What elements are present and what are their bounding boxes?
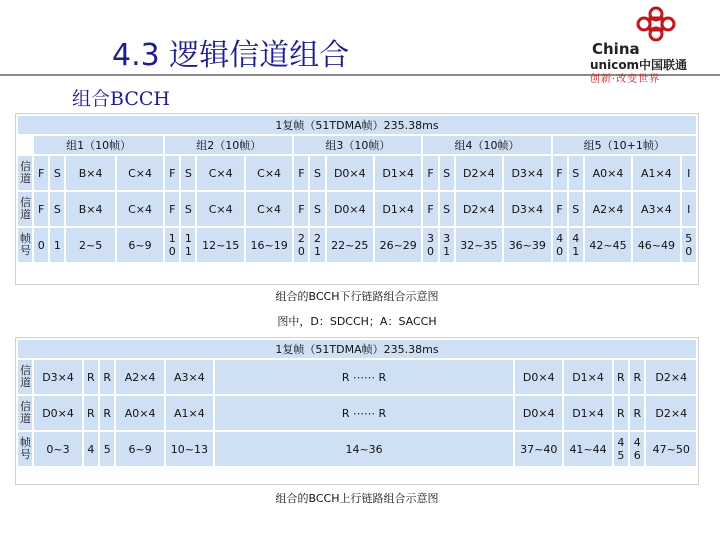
cell: S [310, 156, 324, 190]
cell: R [84, 396, 98, 430]
downlink-group-3: 组3（10帧） [294, 136, 421, 154]
frame-cell: 1 1 [181, 228, 195, 262]
cell: F [423, 192, 437, 226]
cell: S [50, 192, 64, 226]
frame-cell: 6~9 [117, 228, 163, 262]
frame-cell: 2 0 [294, 228, 308, 262]
frame-cell: 3 0 [423, 228, 437, 262]
cell: R ⋯⋯ R [215, 360, 513, 394]
cell: C×4 [117, 192, 163, 226]
frame-cell: 1 0 [165, 228, 179, 262]
cell: D1×4 [375, 156, 421, 190]
frame-cell: 10~13 [166, 432, 213, 466]
cell: S [181, 156, 195, 190]
cell: C×4 [197, 192, 243, 226]
cell: F [294, 156, 308, 190]
cell: S [50, 156, 64, 190]
uplink-diagram [16, 338, 698, 484]
row-label: 帧号 [18, 432, 32, 466]
cell: C×4 [197, 156, 243, 190]
cell: D0×4 [515, 360, 562, 394]
cell: C×4 [246, 192, 292, 226]
downlink-group-4: 组4（10帧） [423, 136, 550, 154]
cell: C×4 [246, 156, 292, 190]
page-subtitle: 组合BCCH [72, 88, 170, 110]
cell: F [34, 156, 48, 190]
cell: F [165, 156, 179, 190]
frame-cell: 2~5 [66, 228, 114, 262]
cell: F [553, 192, 567, 226]
downlink-frame-row [18, 228, 696, 262]
cell: D0×4 [327, 156, 373, 190]
cell: I [682, 192, 696, 226]
cell: F [294, 192, 308, 226]
uplink-channel-row-2 [18, 396, 696, 430]
uplink-caption: 组合的BCCH上行链路组合示意图 [275, 492, 439, 505]
downlink-group-1: 组1（10帧） [34, 136, 163, 154]
row-label: 信道 [18, 192, 32, 226]
row-label: 信道 [18, 156, 32, 190]
cell: F [165, 192, 179, 226]
frame-cell: 12~15 [197, 228, 243, 262]
frame-cell: 5 0 [682, 228, 696, 262]
cell: A1×4 [633, 156, 679, 190]
frame-cell: 3 1 [440, 228, 454, 262]
cell: R [100, 396, 114, 430]
downlink-multiframe-header: 1复帧（51TDMA帧）235.38ms [18, 116, 696, 134]
frame-cell: 42~45 [585, 228, 631, 262]
cell: R [630, 396, 644, 430]
cell: I [682, 156, 696, 190]
cell: A2×4 [585, 192, 631, 226]
cell: S [569, 192, 583, 226]
frame-cell: 4 1 [569, 228, 583, 262]
cell: D3×4 [504, 156, 550, 190]
frame-cell: 22~25 [327, 228, 373, 262]
cell: D3×4 [34, 360, 81, 394]
uplink-frame-row [18, 432, 696, 466]
page-title: 4.3 逻辑信道组合 [112, 38, 350, 73]
cell: S [440, 192, 454, 226]
cell: S [181, 192, 195, 226]
cell: R ⋯⋯ R [215, 396, 513, 430]
cell: R [614, 360, 628, 394]
downlink-caption: 组合的BCCH下行链路组合示意图 [275, 290, 439, 303]
cell: R [84, 360, 98, 394]
cell: D2×4 [646, 396, 696, 430]
frame-cell: 36~39 [504, 228, 550, 262]
cell: S [569, 156, 583, 190]
frame-cell: 4 5 [614, 432, 628, 466]
cell: A0×4 [585, 156, 631, 190]
downlink-legend: 图中，D：SDCCH；A：SACCH [277, 315, 437, 328]
frame-cell: 4 0 [553, 228, 567, 262]
frame-cell: 6~9 [116, 432, 163, 466]
cell: D3×4 [504, 192, 550, 226]
logo-text-unicom: unicom中国联通 [590, 58, 688, 72]
logo-text-china: China [592, 40, 640, 58]
cell: C×4 [117, 156, 163, 190]
frame-cell: 32~35 [456, 228, 502, 262]
cell: D1×4 [564, 396, 611, 430]
downlink-group-2: 组2（10帧） [165, 136, 292, 154]
cell: D0×4 [327, 192, 373, 226]
downlink-group-spacer [18, 136, 32, 154]
unicom-knot-icon [590, 4, 714, 44]
frame-cell: 14~36 [215, 432, 513, 466]
row-label: 信道 [18, 396, 32, 430]
cell: D0×4 [515, 396, 562, 430]
frame-cell: 41~44 [564, 432, 611, 466]
cell: F [553, 156, 567, 190]
row-label: 帧号 [18, 228, 32, 262]
cell: A0×4 [116, 396, 163, 430]
downlink-group-5: 组5（10+1帧） [553, 136, 696, 154]
cell: A2×4 [116, 360, 163, 394]
cell: D1×4 [375, 192, 421, 226]
frame-cell: 5 [100, 432, 114, 466]
cell: R [100, 360, 114, 394]
cell: B×4 [66, 156, 114, 190]
cell: S [310, 192, 324, 226]
cell: A3×4 [166, 360, 213, 394]
downlink-channel-row-2 [18, 192, 696, 226]
frame-cell: 37~40 [515, 432, 562, 466]
cell: R [630, 360, 644, 394]
cell: D0×4 [34, 396, 81, 430]
cell: D2×4 [456, 156, 502, 190]
cell: F [423, 156, 437, 190]
frame-cell: 4 6 [630, 432, 644, 466]
cell: S [440, 156, 454, 190]
downlink-diagram [16, 114, 698, 284]
frame-cell: 47~50 [646, 432, 696, 466]
uplink-multiframe-header: 1复帧（51TDMA帧）235.38ms [18, 340, 696, 358]
cell: D1×4 [564, 360, 611, 394]
cell: A1×4 [166, 396, 213, 430]
frame-cell: 46~49 [633, 228, 679, 262]
logo-slogan: 创新·改变世界 [590, 74, 661, 85]
frame-cell: 16~19 [246, 228, 292, 262]
cell: D2×4 [646, 360, 696, 394]
frame-cell: 4 [84, 432, 98, 466]
downlink-channel-row-1 [18, 156, 696, 190]
cell: F [34, 192, 48, 226]
cell: B×4 [66, 192, 114, 226]
row-label: 信道 [18, 360, 32, 394]
frame-cell: 0 [34, 228, 48, 262]
frame-cell: 2 1 [310, 228, 324, 262]
cell: D2×4 [456, 192, 502, 226]
frame-cell: 0~3 [34, 432, 81, 466]
uplink-table [16, 338, 698, 468]
frame-cell: 1 [50, 228, 64, 262]
cell: A3×4 [633, 192, 679, 226]
uplink-channel-row-1 [18, 360, 696, 394]
cell: R [614, 396, 628, 430]
frame-cell: 26~29 [375, 228, 421, 262]
downlink-table [16, 114, 698, 264]
